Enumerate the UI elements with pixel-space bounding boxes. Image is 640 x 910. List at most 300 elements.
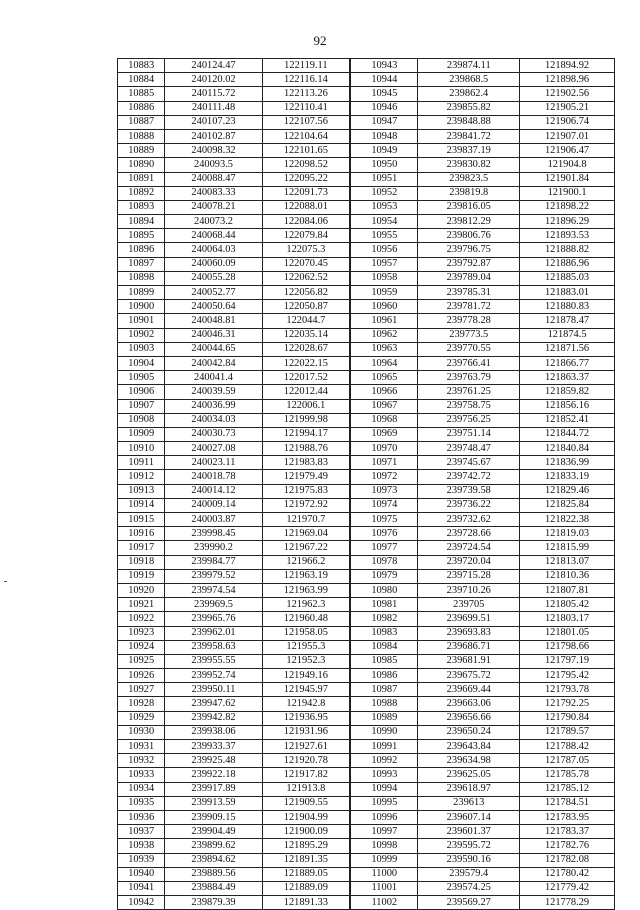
x-coordinate-cell: 239699.51 [418,612,520,626]
table-row [118,484,615,498]
point-id-cell: 11001 [350,881,418,895]
y-coordinate-cell: 121909.55 [262,796,350,810]
x-coordinate-cell: 239773.5 [418,328,520,342]
table-row [118,215,615,229]
point-id-cell: 10972 [350,470,418,484]
table-row [118,513,615,527]
x-coordinate-cell: 239812.29 [418,215,520,229]
table-row [118,129,615,143]
y-coordinate-cell: 121874.5 [520,328,615,342]
point-id-cell: 10955 [350,229,418,243]
x-coordinate-cell: 240098.32 [165,144,262,158]
y-coordinate-cell: 121885.03 [520,271,615,285]
point-id-cell: 10966 [350,385,418,399]
x-coordinate-cell: 240014.12 [165,484,262,498]
x-coordinate-cell: 239705 [418,598,520,612]
x-coordinate-cell: 240036.99 [165,399,262,413]
x-coordinate-cell: 239955.55 [165,654,262,668]
y-coordinate-cell: 121836.99 [520,456,615,470]
table-row [118,101,615,115]
y-coordinate-cell: 121891.35 [262,853,350,867]
point-id-cell: 10934 [118,782,165,796]
point-id-cell: 10891 [118,172,165,186]
y-coordinate-cell: 122028.67 [262,342,350,356]
point-id-cell: 10930 [118,725,165,739]
x-coordinate-cell: 239720.04 [418,555,520,569]
y-coordinate-cell: 122017.52 [262,371,350,385]
point-id-cell: 10969 [350,427,418,441]
point-id-cell: 10929 [118,711,165,725]
y-coordinate-cell: 121778.29 [520,896,615,910]
y-coordinate-cell: 122116.14 [262,73,350,87]
x-coordinate-cell: 239650.24 [418,725,520,739]
y-coordinate-cell: 121963.99 [262,583,350,597]
y-coordinate-cell: 121784.51 [520,796,615,810]
point-id-cell: 10965 [350,371,418,385]
x-coordinate-cell: 239894.62 [165,853,262,867]
table-row [118,583,615,597]
table-row [118,342,615,356]
table-row [118,626,615,640]
y-coordinate-cell: 121894.92 [520,59,615,73]
y-coordinate-cell: 121788.42 [520,740,615,754]
y-coordinate-cell: 121906.74 [520,115,615,129]
point-id-cell: 10996 [350,810,418,824]
point-id-cell: 10894 [118,215,165,229]
x-coordinate-cell: 239837.19 [418,144,520,158]
x-coordinate-cell: 239669.44 [418,683,520,697]
y-coordinate-cell: 121863.37 [520,371,615,385]
y-coordinate-cell: 122101.65 [262,144,350,158]
y-coordinate-cell: 122044.7 [262,314,350,328]
y-coordinate-cell: 121963.19 [262,569,350,583]
point-id-cell: 10886 [118,101,165,115]
x-coordinate-cell: 240068.44 [165,229,262,243]
point-id-cell: 10909 [118,427,165,441]
table-row [118,427,615,441]
x-coordinate-cell: 239681.91 [418,654,520,668]
x-coordinate-cell: 239990.2 [165,541,262,555]
y-coordinate-cell: 121859.82 [520,385,615,399]
point-id-cell: 10986 [350,669,418,683]
table-row [118,853,615,867]
y-coordinate-cell: 121970.7 [262,513,350,527]
y-coordinate-cell: 122012.44 [262,385,350,399]
table-row [118,200,615,214]
x-coordinate-cell: 240083.33 [165,186,262,200]
point-id-cell: 10940 [118,867,165,881]
x-coordinate-cell: 240042.84 [165,356,262,370]
point-id-cell: 10977 [350,541,418,555]
table-row [118,385,615,399]
y-coordinate-cell: 121900.09 [262,825,350,839]
x-coordinate-cell: 239816.05 [418,200,520,214]
point-id-cell: 10896 [118,243,165,257]
point-id-cell: 10935 [118,796,165,810]
x-coordinate-cell: 239848.88 [418,115,520,129]
y-coordinate-cell: 121844.72 [520,427,615,441]
point-id-cell: 10919 [118,569,165,583]
x-coordinate-cell: 239998.45 [165,527,262,541]
y-coordinate-cell: 121782.08 [520,853,615,867]
point-id-cell: 10947 [350,115,418,129]
point-id-cell: 10976 [350,527,418,541]
y-coordinate-cell: 122107.56 [262,115,350,129]
y-coordinate-cell: 121994.17 [262,427,350,441]
point-id-cell: 10953 [350,200,418,214]
table-row [118,711,615,725]
y-coordinate-cell: 122104.64 [262,129,350,143]
point-id-cell: 10942 [118,896,165,910]
x-coordinate-cell: 239965.76 [165,612,262,626]
y-coordinate-cell: 121880.83 [520,300,615,314]
y-coordinate-cell: 121780.42 [520,867,615,881]
x-coordinate-cell: 240115.72 [165,87,262,101]
y-coordinate-cell: 121787.05 [520,754,615,768]
point-id-cell: 10912 [118,470,165,484]
x-coordinate-cell: 240120.02 [165,73,262,87]
y-coordinate-cell: 121955.3 [262,640,350,654]
x-coordinate-cell: 239595.72 [418,839,520,853]
point-id-cell: 10939 [118,853,165,867]
coordinates-table-body [118,59,615,910]
y-coordinate-cell: 121906.47 [520,144,615,158]
table-row [118,725,615,739]
y-coordinate-cell: 121822.38 [520,513,615,527]
y-coordinate-cell: 122079.84 [262,229,350,243]
table-row [118,158,615,172]
y-coordinate-cell: 122113.26 [262,87,350,101]
x-coordinate-cell: 239569.27 [418,896,520,910]
point-id-cell: 10951 [350,172,418,186]
table-row [118,300,615,314]
table-row [118,640,615,654]
x-coordinate-cell: 240023.11 [165,456,262,470]
point-id-cell: 10900 [118,300,165,314]
y-coordinate-cell: 121902.56 [520,87,615,101]
y-coordinate-cell: 121792.25 [520,697,615,711]
x-coordinate-cell: 239675.72 [418,669,520,683]
point-id-cell: 10890 [118,158,165,172]
point-id-cell: 10973 [350,484,418,498]
x-coordinate-cell: 239913.59 [165,796,262,810]
x-coordinate-cell: 239724.54 [418,541,520,555]
point-id-cell: 10959 [350,286,418,300]
x-coordinate-cell: 239785.31 [418,286,520,300]
point-id-cell: 10906 [118,385,165,399]
point-id-cell: 10999 [350,853,418,867]
y-coordinate-cell: 121895.29 [262,839,350,853]
point-id-cell: 10925 [118,654,165,668]
point-id-cell: 10978 [350,555,418,569]
y-coordinate-cell: 121883.01 [520,286,615,300]
x-coordinate-cell: 240052.77 [165,286,262,300]
point-id-cell: 10981 [350,598,418,612]
y-coordinate-cell: 121856.16 [520,399,615,413]
point-id-cell: 10927 [118,683,165,697]
x-coordinate-cell: 239663.06 [418,697,520,711]
y-coordinate-cell: 121905.21 [520,101,615,115]
point-id-cell: 10922 [118,612,165,626]
x-coordinate-cell: 239922.18 [165,768,262,782]
table-row [118,413,615,427]
x-coordinate-cell: 239889.56 [165,867,262,881]
table-row [118,59,615,73]
point-id-cell: 10889 [118,144,165,158]
x-coordinate-cell: 240009.14 [165,498,262,512]
x-coordinate-cell: 239792.87 [418,257,520,271]
point-id-cell: 10918 [118,555,165,569]
x-coordinate-cell: 239634.98 [418,754,520,768]
table-row [118,229,615,243]
point-id-cell: 10956 [350,243,418,257]
table-row [118,782,615,796]
point-id-cell: 10964 [350,356,418,370]
table-row [118,768,615,782]
y-coordinate-cell: 121866.77 [520,356,615,370]
point-id-cell: 10902 [118,328,165,342]
y-coordinate-cell: 121779.42 [520,881,615,895]
point-id-cell: 10892 [118,186,165,200]
y-coordinate-cell: 122119.11 [262,59,350,73]
table-row [118,498,615,512]
y-coordinate-cell: 121904.99 [262,810,350,824]
point-id-cell: 10985 [350,654,418,668]
x-coordinate-cell: 240050.64 [165,300,262,314]
x-coordinate-cell: 239618.97 [418,782,520,796]
y-coordinate-cell: 121829.46 [520,484,615,498]
point-id-cell: 10908 [118,413,165,427]
y-coordinate-cell: 121871.56 [520,342,615,356]
point-id-cell: 10967 [350,399,418,413]
point-id-cell: 10995 [350,796,418,810]
y-coordinate-cell: 122095.22 [262,172,350,186]
y-coordinate-cell: 121979.49 [262,470,350,484]
point-id-cell: 10917 [118,541,165,555]
point-id-cell: 10984 [350,640,418,654]
point-id-cell: 10926 [118,669,165,683]
x-coordinate-cell: 240003.87 [165,513,262,527]
x-coordinate-cell: 239732.62 [418,513,520,527]
x-coordinate-cell: 239979.52 [165,569,262,583]
x-coordinate-cell: 240030.73 [165,427,262,441]
x-coordinate-cell: 239899.62 [165,839,262,853]
y-coordinate-cell: 121813.07 [520,555,615,569]
y-coordinate-cell: 122070.45 [262,257,350,271]
y-coordinate-cell: 121798.66 [520,640,615,654]
y-coordinate-cell: 121949.16 [262,669,350,683]
point-id-cell: 10924 [118,640,165,654]
x-coordinate-cell: 239710.26 [418,583,520,597]
x-coordinate-cell: 239742.72 [418,470,520,484]
x-coordinate-cell: 239745.67 [418,456,520,470]
x-coordinate-cell: 239693.83 [418,626,520,640]
y-coordinate-cell: 121825.84 [520,498,615,512]
x-coordinate-cell: 239579.4 [418,867,520,881]
table-row [118,598,615,612]
y-coordinate-cell: 121805.42 [520,598,615,612]
point-id-cell: 10960 [350,300,418,314]
point-id-cell: 10991 [350,740,418,754]
point-id-cell: 10901 [118,314,165,328]
point-id-cell: 10938 [118,839,165,853]
point-id-cell: 10920 [118,583,165,597]
table-row [118,356,615,370]
y-coordinate-cell: 122006.1 [262,399,350,413]
x-coordinate-cell: 239855.82 [418,101,520,115]
point-id-cell: 10923 [118,626,165,640]
point-id-cell: 10905 [118,371,165,385]
point-id-cell: 10975 [350,513,418,527]
table-row [118,825,615,839]
y-coordinate-cell: 121931.96 [262,725,350,739]
point-id-cell: 10887 [118,115,165,129]
y-coordinate-cell: 121896.29 [520,215,615,229]
table-row [118,243,615,257]
table-row [118,683,615,697]
point-id-cell: 10993 [350,768,418,782]
y-coordinate-cell: 121785.78 [520,768,615,782]
point-id-cell: 10992 [350,754,418,768]
y-coordinate-cell: 122056.82 [262,286,350,300]
x-coordinate-cell: 239770.55 [418,342,520,356]
point-id-cell: 10979 [350,569,418,583]
point-id-cell: 10898 [118,271,165,285]
point-id-cell: 10893 [118,200,165,214]
point-id-cell: 10884 [118,73,165,87]
x-coordinate-cell: 239917.89 [165,782,262,796]
table-row [118,286,615,300]
point-id-cell: 10949 [350,144,418,158]
table-row [118,371,615,385]
y-coordinate-cell: 121913.8 [262,782,350,796]
table-row [118,839,615,853]
table-row [118,881,615,895]
point-id-cell: 10998 [350,839,418,853]
y-coordinate-cell: 121936.95 [262,711,350,725]
point-id-cell: 10916 [118,527,165,541]
point-id-cell: 10990 [350,725,418,739]
point-id-cell: 10982 [350,612,418,626]
y-coordinate-cell: 121782.76 [520,839,615,853]
x-coordinate-cell: 239904.49 [165,825,262,839]
x-coordinate-cell: 239925.48 [165,754,262,768]
y-coordinate-cell: 121783.37 [520,825,615,839]
point-id-cell: 10962 [350,328,418,342]
point-id-cell: 10980 [350,583,418,597]
y-coordinate-cell: 121904.8 [520,158,615,172]
x-coordinate-cell: 239778.28 [418,314,520,328]
x-coordinate-cell: 239868.5 [418,73,520,87]
x-coordinate-cell: 239830.82 [418,158,520,172]
x-coordinate-cell: 239962.01 [165,626,262,640]
x-coordinate-cell: 240078.21 [165,200,262,214]
y-coordinate-cell: 121878.47 [520,314,615,328]
point-id-cell: 10954 [350,215,418,229]
y-coordinate-cell: 121815.99 [520,541,615,555]
table-row [118,456,615,470]
y-coordinate-cell: 121795.42 [520,669,615,683]
y-coordinate-cell: 121972.92 [262,498,350,512]
y-coordinate-cell: 121983.83 [262,456,350,470]
x-coordinate-cell: 240046.31 [165,328,262,342]
point-id-cell: 10971 [350,456,418,470]
y-coordinate-cell: 121807.81 [520,583,615,597]
y-coordinate-cell: 121801.05 [520,626,615,640]
table-row [118,669,615,683]
y-coordinate-cell: 121900.1 [520,186,615,200]
point-id-cell: 10895 [118,229,165,243]
y-coordinate-cell: 121958.05 [262,626,350,640]
x-coordinate-cell: 239574.25 [418,881,520,895]
x-coordinate-cell: 240041.4 [165,371,262,385]
point-id-cell: 10968 [350,413,418,427]
x-coordinate-cell: 239796.75 [418,243,520,257]
point-id-cell: 10911 [118,456,165,470]
x-coordinate-cell: 239862.4 [418,87,520,101]
point-id-cell: 10952 [350,186,418,200]
y-coordinate-cell: 121893.53 [520,229,615,243]
y-coordinate-cell: 121917.82 [262,768,350,782]
x-coordinate-cell: 240124.47 [165,59,262,73]
point-id-cell: 10997 [350,825,418,839]
margin-mark [4,581,7,582]
y-coordinate-cell: 121803.17 [520,612,615,626]
x-coordinate-cell: 239974.54 [165,583,262,597]
y-coordinate-cell: 122110.41 [262,101,350,115]
y-coordinate-cell: 122035.14 [262,328,350,342]
x-coordinate-cell: 239823.5 [418,172,520,186]
x-coordinate-cell: 239607.14 [418,810,520,824]
x-coordinate-cell: 240055.28 [165,271,262,285]
x-coordinate-cell: 239942.82 [165,711,262,725]
y-coordinate-cell: 121888.82 [520,243,615,257]
x-coordinate-cell: 239879.39 [165,896,262,910]
point-id-cell: 10915 [118,513,165,527]
x-coordinate-cell: 239758.75 [418,399,520,413]
y-coordinate-cell: 121833.19 [520,470,615,484]
table-row [118,73,615,87]
y-coordinate-cell: 121783.95 [520,810,615,824]
x-coordinate-cell: 240093.5 [165,158,262,172]
point-id-cell: 10921 [118,598,165,612]
point-id-cell: 10937 [118,825,165,839]
table-row [118,867,615,881]
x-coordinate-cell: 239874.11 [418,59,520,73]
x-coordinate-cell: 239933.37 [165,740,262,754]
point-id-cell: 10910 [118,442,165,456]
y-coordinate-cell: 121785.12 [520,782,615,796]
x-coordinate-cell: 239761.25 [418,385,520,399]
y-coordinate-cell: 121790.84 [520,711,615,725]
x-coordinate-cell: 239625.05 [418,768,520,782]
table-row [118,740,615,754]
x-coordinate-cell: 239590.16 [418,853,520,867]
x-coordinate-cell: 240039.59 [165,385,262,399]
y-coordinate-cell: 121889.05 [262,867,350,881]
y-coordinate-cell: 122062.52 [262,271,350,285]
x-coordinate-cell: 239686.71 [418,640,520,654]
point-id-cell: 10933 [118,768,165,782]
table-row [118,796,615,810]
point-id-cell: 10970 [350,442,418,456]
table-row [118,257,615,271]
x-coordinate-cell: 239715.28 [418,569,520,583]
point-id-cell: 10945 [350,87,418,101]
x-coordinate-cell: 239958.63 [165,640,262,654]
table-row [118,569,615,583]
y-coordinate-cell: 121898.96 [520,73,615,87]
